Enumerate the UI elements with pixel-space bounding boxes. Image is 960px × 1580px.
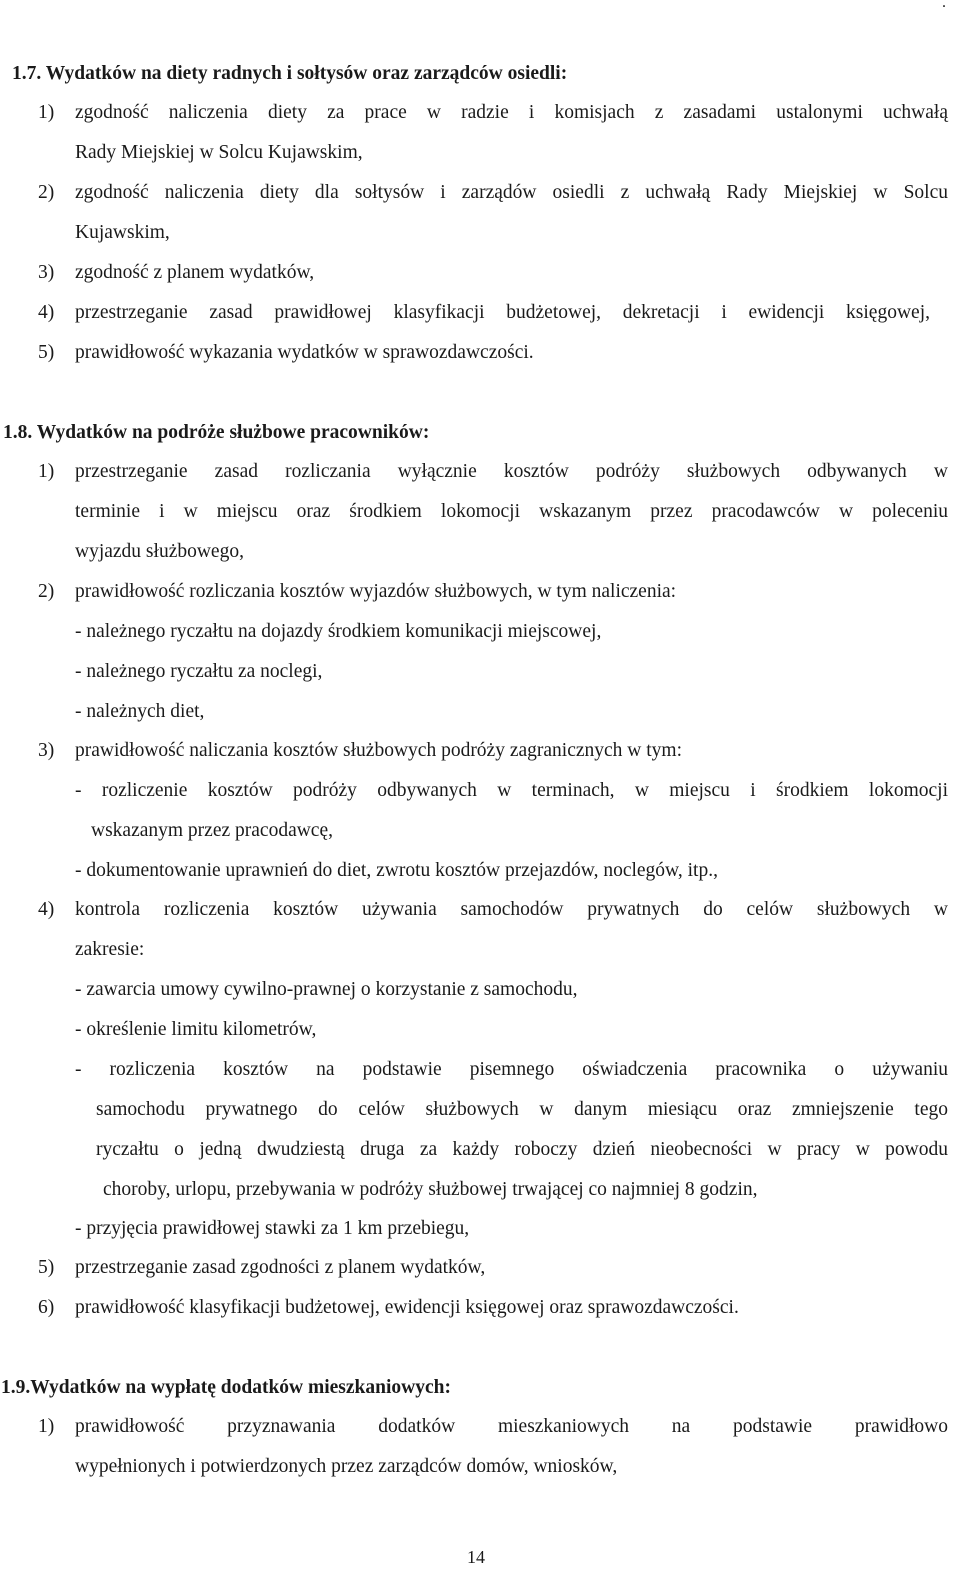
list-number: 6)	[38, 1297, 55, 1318]
list-item-text: wyjazdu służbowego,	[75, 541, 244, 562]
list-item-text: zakresie:	[75, 939, 145, 960]
dash-item-continuation: ryczałtu o jedną dwudziestą druga za każdy roboczy dzień nieobecności w pracy w powodu	[96, 1139, 948, 1160]
list-number: 4)	[38, 302, 55, 323]
dash-item: - dokumentowanie uprawnień do diet, zwrotu kosztów przejazdów, noclegów, itp.,	[75, 860, 718, 881]
list-item-text: Kujawskim,	[75, 222, 170, 243]
dash-item: - rozliczenia kosztów na podstawie pisemnego oświadczenia pracownika o używaniu	[75, 1059, 948, 1080]
list-item-text: zgodność naliczenia diety za prace w radzie i komisjach z zasadami ustalonymi uchwałą	[75, 102, 948, 123]
list-item-text: prawidłowość przyznawania dodatków mieszkaniowych na podstawie prawidłowo	[75, 1416, 948, 1437]
list-item-text: terminie i w miejscu oraz środkiem lokomocji wskazanym przez pracodawców w poleceniu	[75, 501, 948, 522]
dash-item: - rozliczenie kosztów podróży odbywanych w terminach, w miejscu i środkiem lokomocji	[75, 780, 948, 801]
list-number: 4)	[38, 899, 55, 920]
list-number: 3)	[38, 262, 55, 283]
list-item-text: zgodność z planem wydatków,	[75, 262, 315, 283]
dash-item-continuation: samochodu prywatnego do celów służbowych w danym miesiącu oraz zmniejszenie tego	[96, 1099, 948, 1120]
list-item-text: przestrzeganie zasad rozliczania wyłącznie kosztów podróży służbowych odbywanych w	[75, 461, 948, 482]
list-item-text: kontrola rozliczenia kosztów używania samochodów prywatnych do celów służbowych w	[75, 899, 948, 920]
list-number: 2)	[38, 182, 55, 203]
section-1-7-heading: 1.7. Wydatków na diety radnych i sołtysów oraz zarządców osiedli:	[12, 63, 568, 84]
list-item-text: przestrzeganie zasad zgodności z planem wydatków,	[75, 1257, 486, 1278]
list-item-text: prawidłowość naliczania kosztów służbowych podróży zagranicznych w tym:	[75, 740, 683, 761]
dash-item: - określenie limitu kilometrów,	[75, 1019, 317, 1040]
list-item-text: prawidłowość klasyfikacji budżetowej, ewidencji księgowej oraz sprawozdawczości.	[75, 1297, 739, 1318]
list-item-text: wypełnionych i potwierdzonych przez zarządców domów, wniosków,	[75, 1456, 618, 1477]
page-number: 14	[467, 1547, 485, 1567]
list-item-text: zgodność naliczenia diety dla sołtysów i zarządów osiedli z uchwałą Rady Miejskiej w Solcu	[75, 182, 948, 203]
list-number: 1)	[38, 1416, 55, 1437]
list-number: 1)	[38, 461, 55, 482]
dash-item-continuation: choroby, urlopu, przebywania w podróży służbowej trwającej co najmniej 8 godzin,	[103, 1179, 758, 1200]
list-item-text: prawidłowość wykazania wydatków w sprawozdawczości.	[75, 342, 534, 363]
list-number: 5)	[38, 1257, 55, 1278]
dash-item-continuation: wskazanym przez pracodawcę,	[91, 820, 333, 841]
dash-item: - należnego ryczałtu na dojazdy środkiem komunikacji miejscowej,	[75, 621, 602, 642]
dash-item: - należnego ryczałtu za noclegi,	[75, 661, 323, 682]
list-number: 5)	[38, 342, 55, 363]
list-number: 2)	[38, 581, 55, 602]
corner-mark: .	[942, 0, 946, 11]
dash-item: - przyjęcia prawidłowej stawki za 1 km przebiegu,	[75, 1218, 470, 1239]
list-item-text: Rady Miejskiej w Solcu Kujawskim,	[75, 142, 363, 163]
list-item-text: prawidłowość rozliczania kosztów wyjazdów służbowych, w tym naliczenia:	[75, 581, 677, 602]
dash-item: - zawarcia umowy cywilno-prawnej o korzystanie z samochodu,	[75, 979, 578, 1000]
list-number: 3)	[38, 740, 55, 761]
dash-item: - należnych diet,	[75, 701, 205, 722]
list-item-text: przestrzeganie zasad prawidłowej klasyfikacji budżetowej, dekretacji i ewidencji księgowej,	[75, 302, 930, 323]
section-1-9-heading: 1.9.Wydatków na wypłatę dodatków mieszkaniowych:	[1, 1377, 451, 1398]
list-number: 1)	[38, 102, 55, 123]
section-1-8-heading: 1.8. Wydatków na podróże służbowe pracowników:	[3, 422, 430, 443]
